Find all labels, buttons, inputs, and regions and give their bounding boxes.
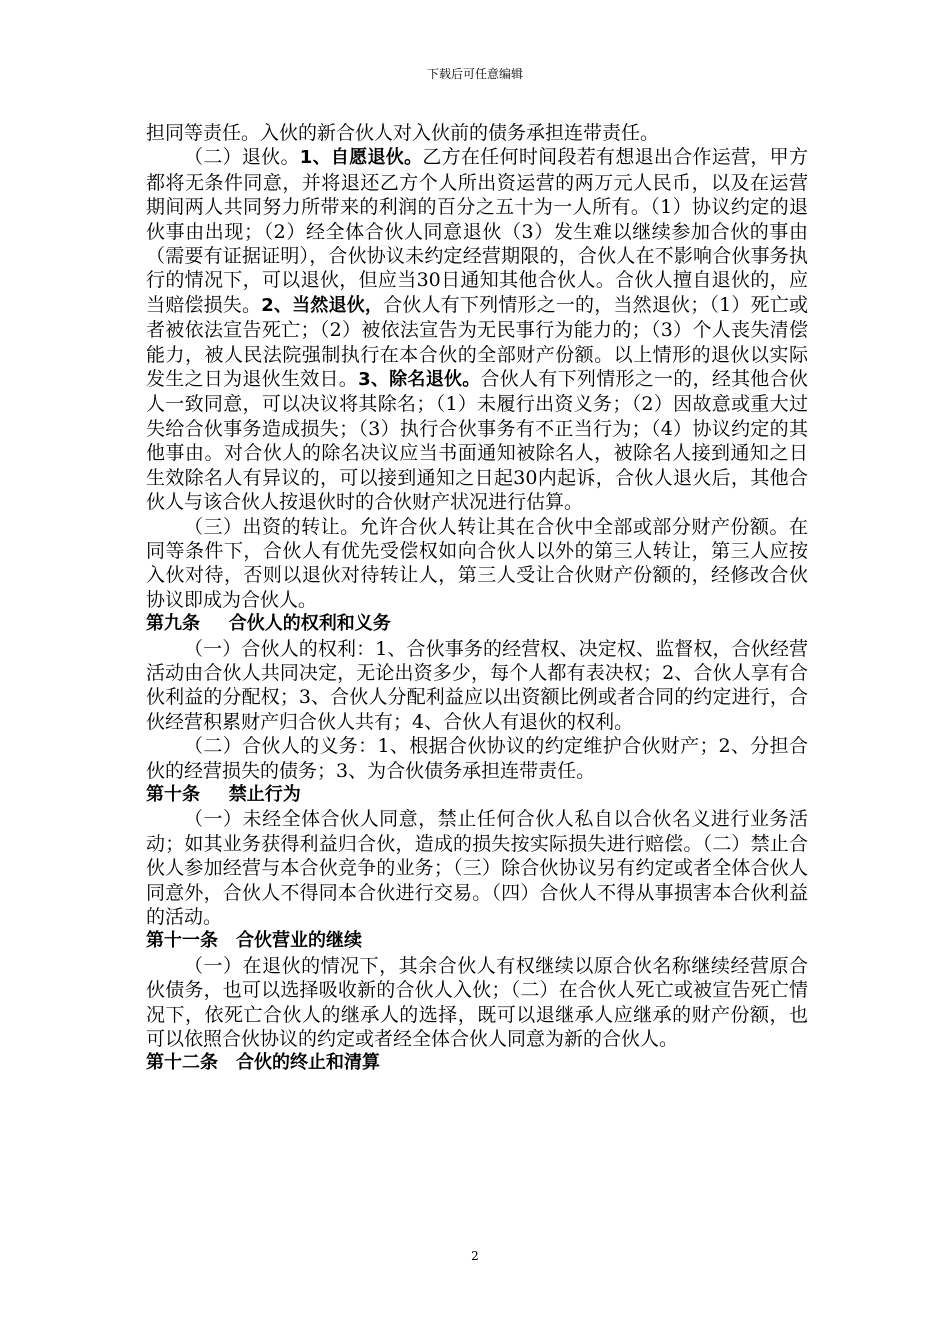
withdrawal-label: （二）退伙。 <box>184 146 300 169</box>
voluntary-withdrawal-text: 乙方在任何时间段若有想退出合作运营，甲方都将无条件同意，并将退还乙方个人所出资运营的两万元人民币，以及在运营期间两人共同努力所带来的利润的百分之五十为一人所有。（1）协议约定的退伙事由出现；（2）经全体合伙人同意退伙（3）发生难以继续参加合伙的事由（需要有证据证明），合伙协议未约定经营期限的，合伙人在不影响合伙事务执行的情况下，可以退伙，但应当30日通知其他合伙人。合伙人擅自退伙的，应当赔偿损失。 <box>146 146 808 316</box>
expulsion-label: 3、除名退伙。 <box>358 369 481 391</box>
paragraph-rights: （一）合伙人的权利：1、合伙事务的经营权、决定权、监督权，合伙经营活动由合伙人共同决定，无论出资多少，每个人都有表决权；2、合伙人享有合伙利益的分配权；3、合伙人分配利益应以出资额比例或者合同的约定进行，合伙经营积累财产归合伙人共有；4、合伙人有退伙的权利。 <box>146 637 808 733</box>
section-heading-9 <box>146 612 808 636</box>
page-header: 下载后可任意编辑 <box>426 67 523 81</box>
natural-withdrawal-text: 合伙人有下列情形之一的，当然退伙；（1）死亡或者被依法宣告死亡；（2）被依法宣告为无民事行为能力的；（3）个人丧失清偿能力，被人民法院强制执行在本合伙的全部财产份额。以上情形的退伙以实际发生之日为退伙生效日。 <box>146 293 808 391</box>
paragraph-transfer: （三）出资的转让。允许合伙人转让其在合伙中全部或部分财产份额。在同等条件下，合伙人有优先受偿权如向合伙人以外的第三人转让，第三人应按入伙对待，否则以退伙对待转让人，第三人受让合伙财产份额的，经修改合伙协议即成为合伙人。 <box>146 515 808 611</box>
paragraph-prohibited: （一）未经全体合伙人同意，禁止任何合伙人私自以合伙名义进行业务活动；如其业务获得利益归合伙，造成的损失按实际损失进行赔偿。（二）禁止合伙人参加经营与本合伙竞争的业务；（三）除合伙协议另有约定或者全体合伙人同意外，合伙人不得同本合伙进行交易。（四）合伙人不得从事损害本合伙利益的活动。 <box>146 808 808 928</box>
paragraph-withdrawal <box>146 145 808 514</box>
expulsion-text: 合伙人有下列情形之一的，经其他合伙人一致同意，可以决议将其除名；（1）未履行出资义务；（2）因故意或重大过失给合伙事务造成损失；（3）执行合伙事务有不正当行为；（4）协议约定的其他事由。对合伙人的除名决议应当书面通知被除名人，被除名人接到通知之日生效除名人有异议的，可以接到通知之日起30内起诉，合伙人退火后，其他合伙人与该合伙人按退伙时的合伙财产状况进行估算。 <box>146 368 808 514</box>
section-number: 第十条 <box>146 783 200 805</box>
voluntary-withdrawal-label: 1、自愿退伙。 <box>299 147 423 169</box>
section-title: 合伙人的权利和义务 <box>228 613 391 635</box>
page-number: 2 <box>471 1249 479 1263</box>
section-heading-10 <box>146 783 808 807</box>
section-title: 合伙的终止和清算 <box>236 1052 380 1074</box>
section-title: 禁止行为 <box>228 783 301 805</box>
document-body <box>146 121 808 1076</box>
section-number: 第十一条 <box>146 930 218 952</box>
paragraph-continuation-of-business: （一）在退伙的情况下，其余合伙人有权继续以原合伙名称继续经营原合伙债务，也可以选择吸收新的合伙人入伙；（二）在合伙人死亡或被宣告死亡情况下，依死亡合伙人的继承人的选择，既可以退继承人应继承的财产份额，也可以依照合伙协议的约定或者经全体合伙人同意为新的合伙人。 <box>146 954 808 1051</box>
section-heading-11 <box>146 929 808 953</box>
section-title: 合伙营业的继续 <box>236 930 362 952</box>
paragraph-continuation: 担同等责任。入伙的新合伙人对入伙前的债务承担连带责任。 <box>146 122 660 144</box>
section-heading-12 <box>146 1051 808 1075</box>
natural-withdrawal-label: 2、当然退伙， <box>261 294 384 316</box>
paragraph-obligations: （二）合伙人的义务：1、根据合伙协议的约定维护合伙财产；2、分担合伙的经营损失的债务；3、为合伙债务承担连带责任。 <box>146 735 808 782</box>
section-number: 第十二条 <box>146 1052 218 1074</box>
section-number: 第九条 <box>146 613 200 635</box>
